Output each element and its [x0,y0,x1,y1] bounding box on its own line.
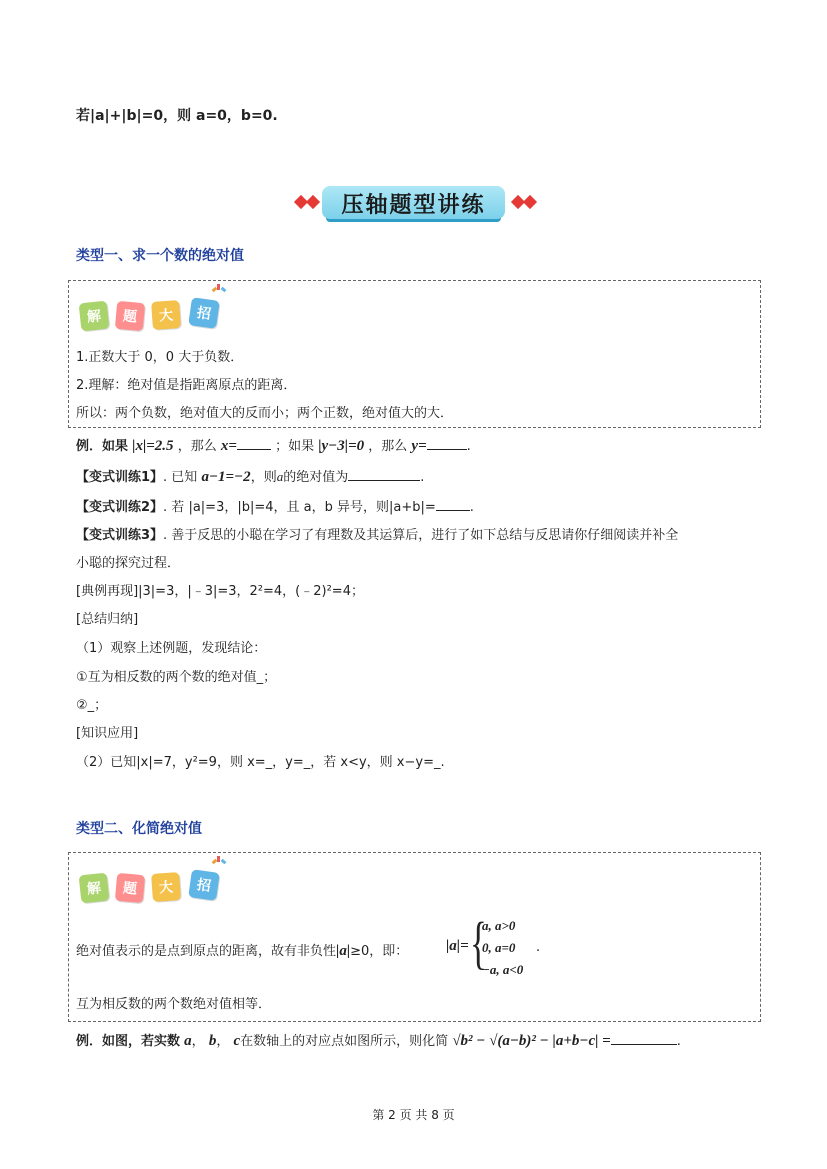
variant-expr: a−1=−2 [201,469,251,485]
answer-blank[interactable] [348,468,420,481]
variant-3 [76,524,678,543]
var-x: x= [220,438,237,454]
question-1: （1）观察上述例题，发现结论： [76,641,267,656]
expr-abs-x: |x|=2.5 [132,438,174,454]
tip-line-1: 1.正数大于 0，0 大于负数． [76,350,244,365]
variant-text: 的绝对值为 [283,470,349,485]
variant-tag: 【变式训练3】 [76,528,164,543]
example-1 [76,435,471,455]
variant-end: . [469,500,474,515]
var-a: a [184,1033,192,1049]
tip-line-3: 所以：两个负数，绝对值大的反而小；两个正数，绝对值大的大． [76,406,454,421]
conclusion-1: ①互为相反数的两个数的绝对值_； [76,670,277,685]
tile-1: 解 [79,873,110,904]
page-footer: 第 2 页 共 8 页 [372,1108,455,1122]
variant-3-cont: 小聪的探究过程． [76,556,181,571]
answer-blank[interactable] [611,1032,677,1045]
sparkle-icon [212,856,226,866]
case-3: −a, a<0 [482,962,524,977]
question-2: （2）已知|x|=7，y²=9，则 x=_，y=_，若 x<y，则 x−y=_. [76,755,445,770]
brace-icon: { [470,910,487,975]
variant-1 [76,466,424,486]
var-b: b [208,1033,217,1049]
variant-text: . 善于反思的小聪在学习了有理数及其运算后，进行了如下总结与反思请你仔细阅读并补全 [163,528,679,543]
tile-1: 解 [79,301,110,332]
tile-3: 大 [151,300,181,330]
tile-4: 招 [188,297,220,329]
answer-blank[interactable] [237,437,271,450]
answer-blank[interactable] [427,437,467,450]
case-2: 0, a=0 [482,940,516,955]
example-text: ，那么 [177,439,217,454]
variant-tag: 【变式训练1】 [76,470,164,485]
summary-label: [总结归纳] [76,612,139,627]
example-end: . [466,439,471,454]
tip2-line-2: 互为相反数的两个数绝对值相等． [76,997,272,1012]
variant-end: . [420,470,425,485]
section-banner [322,186,505,222]
rule-line: 若|a|+|b|=0，则 a=0，b=0. [76,108,278,124]
tile-3: 大 [151,872,181,902]
simplify-formula: √b² − √(a−b)² − |a+b−c| = [452,1033,611,1049]
case-1: a, a>0 [482,918,516,933]
var-c: c [233,1033,241,1049]
variant-tag: 【变式训练2】 [76,500,164,515]
review-line: [典例再现]|3|=3，|﹣3|=3，2²=4，(﹣2)²=4； [76,584,364,599]
banner-title: 压轴题型讲练 [341,193,486,218]
answer-blank[interactable] [436,498,470,511]
section1-heading: 类型一、求一个数的绝对值 [76,248,244,264]
variant-text: . 若 |a|=3，|b|=4，且 a，b 异号，则|a+b|= [163,500,436,515]
section2-heading: 类型二、化简绝对值 [76,821,202,837]
conclusion-2: ②_； [76,698,108,713]
tip2-line-1 [76,940,408,960]
example-end: . [676,1034,681,1049]
tip-text: ≥0，即： [350,944,409,959]
example-text: ，那么 [368,439,408,454]
example-lead: 例．如果 [76,439,129,454]
separator: ， [191,1034,205,1049]
variant-2 [76,496,474,515]
tip-line-2: 2.理解：绝对值是指距离原点的距离． [76,378,297,393]
var-y: y= [411,438,427,454]
tile-2: 题 [115,301,145,331]
variant-var: a [276,469,284,484]
variant-text: . 已知 [163,470,198,485]
example-lead: 例．如图，若实数 [76,1034,181,1049]
variant-text: ，则 [250,470,277,485]
tile-2: 题 [115,873,145,903]
tile-4: 招 [188,869,220,901]
example-text: ；如果 [275,439,315,454]
tip-text: 绝对值表示的是点到原点的距离，故有非负性 [76,944,337,959]
tip2-end: . [536,940,541,955]
example-2 [76,1030,681,1050]
piecewise-lhs: |a|= [446,938,469,954]
sparkle-icon [212,284,226,294]
application-label: [知识应用] [76,726,139,741]
separator: ， [216,1034,230,1049]
abs-a: |a| [336,943,351,959]
example-text: 在数轴上的对应点如图所示，则化简 [240,1034,449,1049]
expr-abs-y: |y−3|=0 [318,438,365,454]
